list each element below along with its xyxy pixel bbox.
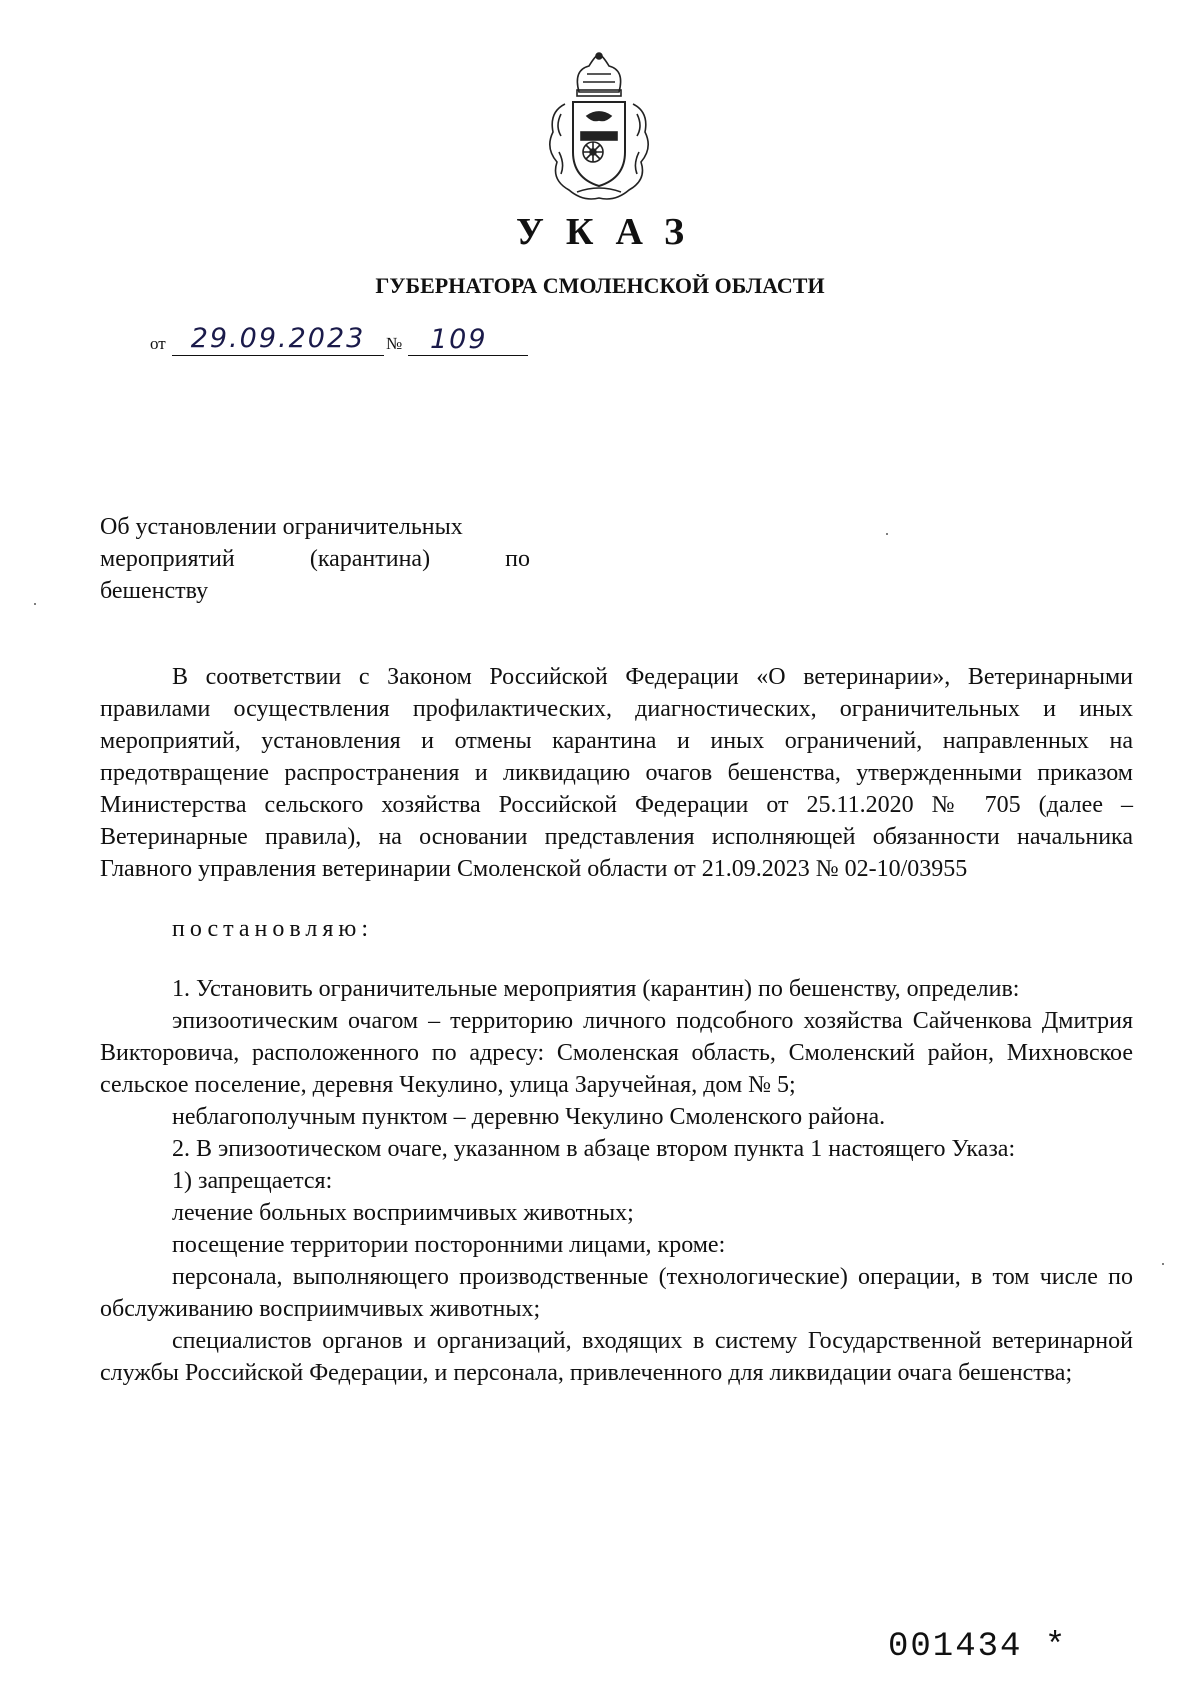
handwritten-number: 109	[408, 324, 528, 356]
body-paragraph: специалистов органов и организаций, входящих в систему Государственной ветеринарной службы Российской Федерации, и персонала, привлеченного для ликвидации очага бешенства;	[100, 1328, 1133, 1386]
body-paragraph: персонала, выполняющего производственные (технологические) операции, в том числе по обслуживанию восприимчивых животных;	[100, 1264, 1133, 1322]
document-subject	[100, 511, 530, 607]
body-paragraph: 1) запрещается:	[172, 1168, 333, 1194]
body-paragraph: эпизоотическим очагом – территорию личного подсобного хозяйства Сайченкова Дмитрия Викторовича, расположенного по адресу: Смоленская область, Смоленский район, Михновское сельское поселение, деревня Чекулино, улица Заручейная, дом № 5;	[100, 1008, 1133, 1098]
document-title: УКАЗ	[516, 211, 706, 253]
handwritten-date: 29.09.2023	[172, 323, 384, 356]
body-paragraph: неблагополучным пунктом – деревню Чекулино Смоленского района.	[172, 1104, 886, 1130]
body-paragraph: 2. В эпизоотическом очаге, указанном в абзаце втором пункта 1 настоящего Указа:	[172, 1136, 1016, 1162]
number-label: №	[386, 334, 403, 353]
scan-speck	[1162, 1263, 1164, 1265]
scan-speck	[886, 533, 888, 535]
subject-line-2: мероприятий (карантина) по	[100, 546, 530, 572]
subject-line-3: бешенству	[100, 578, 209, 604]
subject-line-1: Об установлении ограничительных	[100, 514, 463, 540]
body-paragraph: посещение территории посторонними лицами, кроме:	[172, 1232, 726, 1258]
coat-of-arms-icon	[543, 52, 655, 204]
date-from-label: от	[150, 334, 166, 353]
document-subtitle: ГУБЕРНАТОРА СМОЛЕНСКОЙ ОБЛАСТИ	[375, 273, 825, 298]
body-paragraph: 1. Установить ограничительные мероприятия (карантин) по бешенству, определив:	[172, 976, 1020, 1002]
body-paragraph: лечение больных восприимчивых животных;	[172, 1200, 634, 1226]
date-number-line	[150, 322, 570, 356]
scan-speck	[34, 603, 36, 605]
preamble-paragraph: В соответствии с Законом Российской Федерации «О ветеринарии», Ветеринарными правилами осуществления профилактических, диагностических, ограничительных и иных мероприятий, установления и отмены карантина и иных ограничений, направленных на предотвращение распространения и ликвидацию очагов бешенства, утвержденными приказом Министерства сельского хозяйства Российской Федерации от 25.11.2020 № 705 (далее – Ветеринарные правила), на основании представления исполняющей обязанности начальника Главного управления ветеринарии Смоленской области от 21.09.2023 № 02-10/03955	[100, 664, 1133, 882]
decree-word: постановляю:	[172, 916, 373, 942]
document-serial-number: 001434 *	[888, 1628, 1068, 1666]
document-body	[100, 661, 1133, 1389]
